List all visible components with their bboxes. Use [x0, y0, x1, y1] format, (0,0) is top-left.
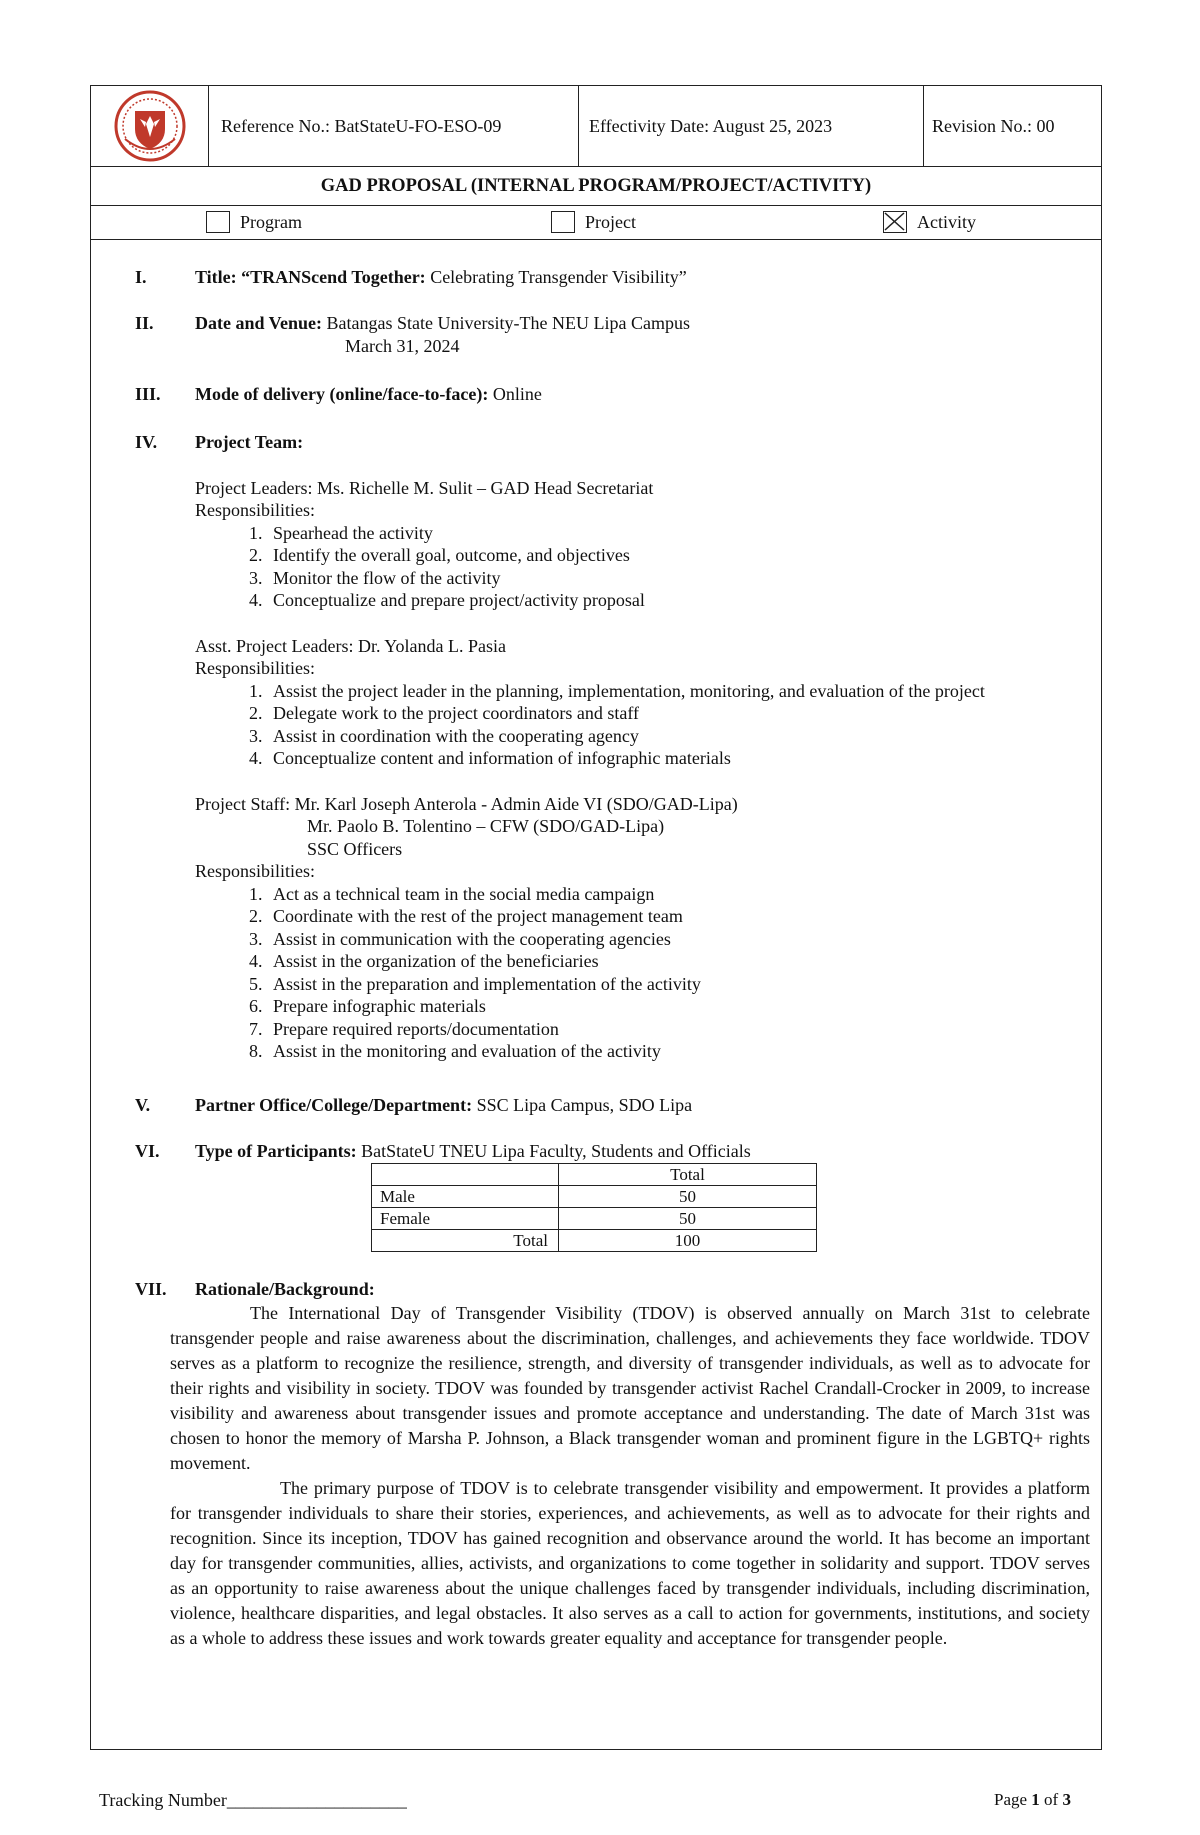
list-item: 7. Prepare required reports/documentation — [267, 1018, 1095, 1041]
list-item: 2. Identify the overall goal, outcome, and objectives — [267, 544, 1095, 567]
project-staff-2: Mr. Paolo B. Tolentino – CFW (SDO/GAD-Lipa) — [307, 816, 665, 836]
activity-label: Activity — [917, 212, 976, 232]
list-item: 1. Assist the project leader in the planning, implementation, monitoring, and evaluation of the project — [267, 680, 1095, 703]
table-row — [372, 1230, 817, 1252]
type-checkbox-row — [91, 206, 1101, 240]
table-header: Total — [559, 1164, 817, 1186]
project-checkbox[interactable] — [551, 211, 575, 233]
list-item: 4. Assist in the organization of the beneficiaries — [267, 950, 1095, 973]
date-venue-label: Date and Venue: — [195, 313, 323, 333]
tracking-number: Tracking Number____________________ — [99, 1790, 407, 1810]
page-of: of — [1039, 1790, 1063, 1809]
section-number: I. — [135, 267, 147, 287]
list-item: 5. Assist in the preparation and implementation of the activity — [267, 973, 1095, 996]
project-staff-3: SSC Officers — [307, 838, 403, 859]
partner-office-label: Partner Office/College/Department: — [195, 1095, 473, 1115]
responsibilities-label: Responsibilities: — [195, 658, 316, 678]
participants-value: BatStateU TNEU Lipa Faculty, Students and Officials — [356, 1141, 751, 1161]
checkbox-x-icon — [884, 212, 905, 231]
title-label: Title: “ — [195, 267, 251, 287]
list-item: 6. Prepare infographic materials — [267, 995, 1095, 1018]
page-indicator — [994, 1790, 1071, 1810]
section-number: V. — [135, 1095, 151, 1115]
rationale-label: Rationale/Background: — [195, 1279, 375, 1299]
project-leaders: Project Leaders: Ms. Richelle M. Sulit – GAD Head Secretariat — [195, 477, 654, 498]
university-logo-cell — [91, 86, 209, 166]
project-team-label: Project Team: — [195, 432, 304, 452]
section-number: IV. — [135, 432, 158, 452]
rationale-paragraph: The primary purpose of TDOV is to celebrate transgender visibility and empowerment. It provides a platform for transgender individuals to share their stories, experiences, and achievements, as well as to advocate for their rights and recognition. Since its inception, TDOV has gained recognition and observance around the world. It has become an important day for transgender communities, allies, activists, and organizations to come together in solidarity and support. TDOV serves as an opportunity to raise awareness about the unique challenges faced by transgender individuals, including discrimination, violence, healthcare disparities, and legal obstacles. It also serves as a call to action for governments, institutions, and society as a whole to address these issues and work towards greater equality and acceptance for transgender people. — [170, 1478, 1090, 1648]
section-number: III. — [135, 384, 161, 404]
table-cell — [372, 1164, 559, 1186]
program-label: Program — [240, 212, 302, 232]
section-number: VI. — [135, 1141, 160, 1161]
table-cell: 100 — [559, 1230, 817, 1252]
revision-number: Revision No.: 00 — [932, 115, 1055, 136]
title-rest: Celebrating Transgender Visibility” — [425, 267, 687, 287]
list-item: 3. Monitor the flow of the activity — [267, 567, 1095, 590]
page-total: 3 — [1062, 1790, 1071, 1809]
project-label: Project — [585, 212, 636, 232]
list-item: 4. Conceptualize content and information of infographic materials — [267, 747, 1095, 770]
university-seal-icon — [111, 89, 189, 163]
page-number: 1 — [1031, 1790, 1040, 1809]
section-number: VII. — [135, 1279, 167, 1299]
table-row — [372, 1208, 817, 1230]
list-item: 3. Assist in coordination with the cooperating agency — [267, 725, 1095, 748]
responsibilities-label: Responsibilities: — [195, 861, 316, 881]
partner-office-value: SSC Lipa Campus, SDO Lipa — [472, 1095, 693, 1115]
list-item: 2. Coordinate with the rest of the project management team — [267, 905, 1095, 928]
list-item: 1. Spearhead the activity — [267, 522, 1095, 545]
responsibilities-label: Responsibilities: — [195, 500, 316, 520]
list-item: 3. Assist in communication with the cooperating agencies — [267, 928, 1095, 951]
effectivity-date: Effectivity Date: August 25, 2023 — [579, 86, 924, 166]
list-item: 1. Act as a technical team in the social media campaign — [267, 883, 1095, 906]
activity-checkbox[interactable] — [883, 211, 907, 233]
table-cell: Female — [372, 1208, 559, 1230]
table-cell: Male — [372, 1186, 559, 1208]
asst-project-leaders: Asst. Project Leaders: Dr. Yolanda L. Pasia — [195, 635, 506, 656]
rationale-body — [170, 1301, 1090, 1651]
venue-text: Batangas State University-The NEU Lipa Campus — [322, 313, 690, 333]
section-number: II. — [135, 313, 154, 333]
form-header — [91, 86, 1101, 167]
table-cell: Total — [372, 1230, 559, 1252]
table-row — [372, 1186, 817, 1208]
page-prefix: Page — [994, 1790, 1032, 1809]
date-text: March 31, 2024 — [345, 335, 460, 356]
form-title: GAD PROPOSAL (INTERNAL PROGRAM/PROJECT/ACTIVITY) — [91, 167, 1101, 206]
rationale-paragraph: The International Day of Transgender Visibility (TDOV) is observed annually on March 31st to celebrate transgender people and raise awareness about the discrimination, challenges, and achievements they face worldwide. TDOV serves as a platform to recognize the resilience, strength, and diversity of transgender individuals, as well as to advocate for their rights and visibility in society. TDOV was founded by transgender activist Rachel Crandall-Crocker in 2009, to increase visibility and awareness about transgender issues and promote acceptance and understanding. The date of March 31st was chosen to honor the memory of Marsha P. Johnson, a Black transgender woman and prominent figure in the LGBTQ+ rights movement. — [170, 1303, 1090, 1473]
participants-table — [371, 1163, 817, 1252]
table-cell: 50 — [559, 1208, 817, 1230]
mode-label: Mode of delivery (online/face-to-face): — [195, 384, 489, 404]
reference-number: Reference No.: BatStateU-FO-ESO-09 — [209, 86, 579, 166]
mode-value: Online — [488, 384, 542, 404]
staff-responsibilities — [195, 883, 1095, 1063]
leaders-responsibilities — [195, 522, 1095, 612]
project-staff: Project Staff: Mr. Karl Joseph Anterola - Admin Aide VI (SDO/GAD-Lipa) — [195, 793, 738, 814]
list-item: 4. Conceptualize and prepare project/activity proposal — [267, 589, 1095, 612]
table-row — [372, 1164, 817, 1186]
participants-label: Type of Participants: — [195, 1141, 357, 1161]
table-cell: 50 — [559, 1186, 817, 1208]
asst-responsibilities — [195, 680, 1095, 770]
program-checkbox[interactable] — [206, 211, 230, 233]
list-item: 2. Delegate work to the project coordinators and staff — [267, 702, 1095, 725]
title-bold: TRANScend Together: — [250, 267, 426, 287]
list-item: 8. Assist in the monitoring and evaluation of the activity — [267, 1040, 1095, 1063]
